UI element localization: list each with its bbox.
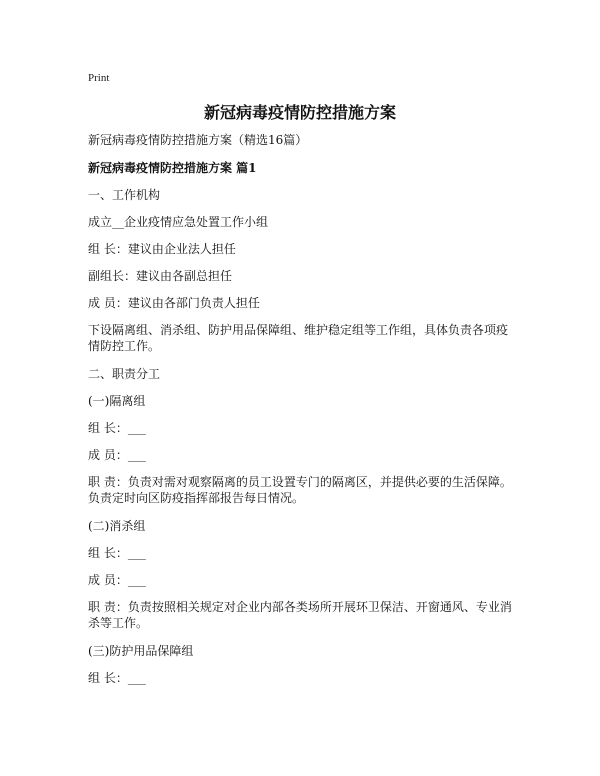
paragraph: 下设隔离组、消杀组、防护用品保障组、维护稳定组等工作组，具体负责各项疫情防控工作。 — [88, 323, 509, 353]
paragraph: (二)消杀组 — [88, 519, 146, 533]
page-title: 新冠病毒疫情防控措施方案 — [203, 103, 396, 122]
paragraph: 副组长：建议由各副总担任 — [88, 269, 233, 283]
paragraph: 成立__企业疫情应急处置工作小组 — [88, 215, 269, 229]
paragraph: 组 长：___ — [88, 546, 146, 560]
paragraph: (三)防护用品保障组 — [88, 644, 194, 658]
paragraph: 组 长：___ — [88, 421, 146, 435]
paragraph: 成 员：建议由各部门负责人担任 — [88, 296, 260, 310]
section-heading: 新冠病毒疫情防控措施方案 篇1 — [88, 161, 257, 175]
paragraph: 成 员：___ — [88, 573, 146, 587]
paragraph: 成 员：___ — [88, 448, 146, 462]
paragraph: 新冠病毒疫情防控措施方案（精选16篇） — [88, 133, 308, 147]
paragraph: 组 长：___ — [88, 671, 146, 685]
paragraph: 组 长：建议由企业法人担任 — [88, 242, 236, 256]
print-label: Print — [88, 72, 110, 84]
paragraph: 一、工作机构 — [88, 188, 161, 202]
paragraph: 职 责：负责对需对观察隔离的员工设置专门的隔离区，并提供必要的生活保障。负责定时向区防疫指挥部报告每日情况。 — [88, 475, 512, 505]
paragraph: (一)隔离组 — [88, 394, 146, 408]
paragraph: 职 责：负责按照相关规定对企业内部各类场所开展环卫保洁、开窗通风、专业消杀等工作。 — [88, 600, 512, 630]
paragraph: 二、职责分工 — [88, 367, 161, 381]
